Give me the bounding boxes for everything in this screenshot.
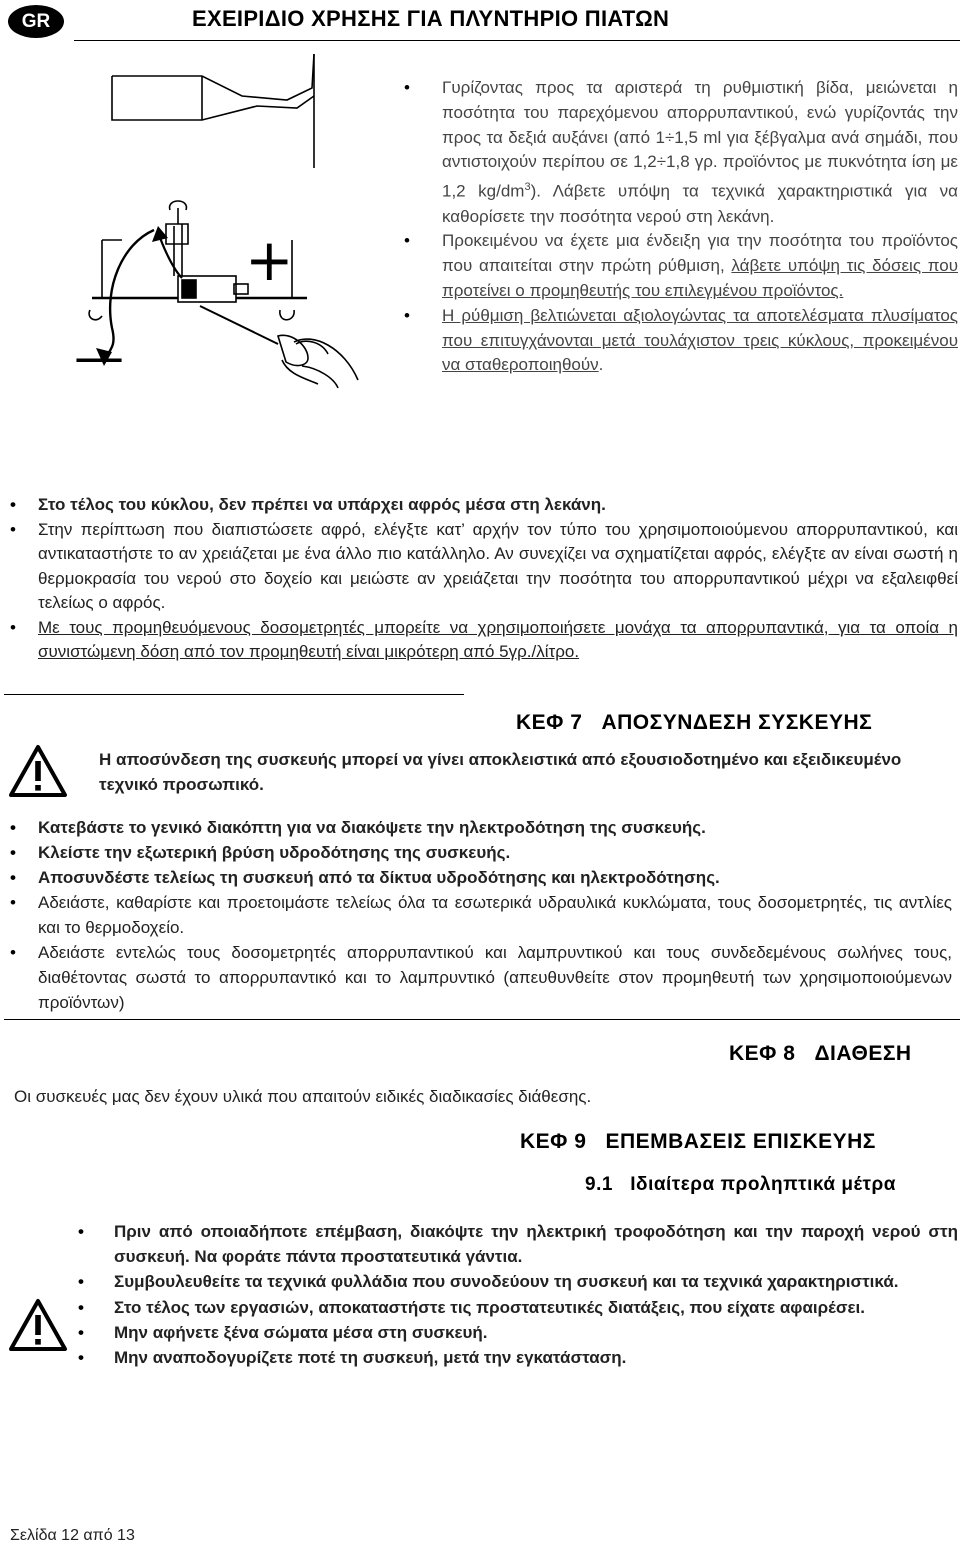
list-item: • Αποσυνδέστε τελείως τη συσκευή από τα δίκτυα υδροδότησης και ηλεκτροδότησης. bbox=[10, 865, 952, 890]
language-code: GR bbox=[21, 10, 51, 32]
disconnection-steps-list bbox=[10, 815, 952, 1015]
chapter-title: ΑΠΟΣΥΝΔΕΣΗ ΣΥΣΚΕΥΗΣ bbox=[601, 711, 873, 734]
list-item: • Μην αφήνετε ξένα σώματα μέσα στη συσκευή. bbox=[78, 1320, 958, 1345]
superscript: 3 bbox=[524, 181, 531, 194]
title-divider bbox=[74, 40, 960, 41]
disconnection-warning: Η αποσύνδεση της συσκευής μπορεί να γίνει αποκλειστικά από εξουσιοδοτημένο και εξειδικευμένο τεχνικό προσωπικό. bbox=[99, 750, 902, 794]
chapter-title: ΔΙΑΘΕΣΗ bbox=[814, 1042, 912, 1065]
section-number: 9.1 bbox=[585, 1174, 613, 1195]
section-9-1-heading bbox=[585, 1174, 896, 1196]
section-divider bbox=[4, 1019, 960, 1020]
chapter-number: ΚΕΦ 8 bbox=[729, 1042, 796, 1065]
adjustment-text-part1: Γυρίζοντας προς τα αριστερά τη ρυθμιστική βίδα, μειώνεται η ποσότητα του παρεχόμενου απορρυπαντικού, ενώ γυρίζοντάς την προς τα δεξιά αυξάνει (από 1÷1,5 ml για ξέβγαλμα ανά σημάδι, που αντιστοιχούν περίπου σε 1,2÷1,8 γρ. προϊόντος με πυκνότητα ίση με 1,2 kg/dm bbox=[442, 78, 958, 201]
dosing-adjustment-illustration bbox=[74, 48, 402, 388]
adjustment-text-part2: ). Λάβετε υπόψη τα τεχνικά χαρακτηριστικά για να καθορίσετε την ποσότητα νερού στη λεκάνη. bbox=[442, 181, 959, 226]
minus-sign: — bbox=[74, 328, 124, 386]
dosage-text: Προκειμένου να έχετε μια ένδειξη για την ποσότητα του προϊόντος που απαιτείται στην πρώτη ρύθμιση, bbox=[442, 231, 958, 276]
list-item: • Μην αναποδογυρίζετε ποτέ τη συσκευή, μετά την εγκατάσταση. bbox=[78, 1345, 958, 1370]
maintenance-precautions-list bbox=[78, 1219, 958, 1370]
plus-sign: + bbox=[245, 226, 294, 294]
foam-notes-list bbox=[10, 493, 958, 665]
language-badge bbox=[8, 5, 64, 38]
list-item: • Στο τέλος των εργασιών, αποκαταστήστε τις προστατευτικές διατάξεις, που είχατε αφαιρέσει. bbox=[78, 1295, 958, 1320]
chapter-title: ΕΠΕΜΒΑΣΕΙΣ ΕΠΙΣΚΕΥΗΣ bbox=[605, 1130, 876, 1153]
chapter-9-heading bbox=[520, 1130, 876, 1154]
page-title: ΕΧΕΙΡΙΔΙΟ ΧΡΗΣΗΣ ΓΙΑ ΠΛΥΝΤΗΡΙΟ ΠΙΑΤΩΝ bbox=[192, 6, 670, 31]
list-item bbox=[404, 304, 958, 378]
period: . bbox=[598, 355, 604, 375]
list-item: • Με τους προμηθευόμενους δοσομετρητές μπορείτε να χρησιμοποιήσετε μονάχα τα απορρυπαντικά, για τα οποία η συνιστώμενη δόση από τον προμηθευτή είναι μικρότερη από 5γρ./λίτρο. bbox=[10, 616, 958, 665]
disposal-text: Οι συσκευές μας δεν έχουν υλικά που απαιτούν ειδικές διαδικασίες διάθεσης. bbox=[14, 1087, 592, 1106]
list-item: • Στο τέλος του κύκλου, δεν πρέπει να υπάρχει αφρός μέσα στη λεκάνη. bbox=[10, 493, 958, 518]
list-item bbox=[404, 76, 958, 229]
list-item: • Συμβουλευθείτε τα τεχνικά φυλλάδια που συνοδεύουν τη συσκευή και τα τεχνικά χαρακτηριστικά. bbox=[78, 1269, 958, 1294]
list-item: • Στην περίπτωση που διαπιστώσετε αφρό, ελέγξτε κατ’ αρχήν τον τύπο του χρησιμοποιούμενου απορρυπαντικού, και αντικαταστήστε το αν χρειάζεται με ένα άλλο πιο κατάλληλο. Αν συνεχίζει να σχηματίζεται αφρός, ελέγξτε αν είναι σωστή η θερμοκρασία του νερού στο δοχείο και μειώστε αν χρειάζεται την ποσότητα του απορρυπαντικού μέχρι να εξαλειφθεί τελείως ο αφρός. bbox=[10, 518, 958, 616]
list-item: • Κατεβάστε το γενικό διακόπτη για να διακόψετε την ηλεκτροδότηση της συσκευής. bbox=[10, 815, 952, 840]
list-item: • Αδειάστε, καθαρίστε και προετοιμάστε τελείως όλα τα εσωτερικά υδραυλικά κυκλώματα, τους δοσομετρητές, τις αντλίες και το θερμοδοχείο. bbox=[10, 890, 952, 940]
chapter-7-heading bbox=[516, 711, 872, 735]
chapter-number: ΚΕΦ 9 bbox=[520, 1130, 587, 1153]
page-number: Σελίδα 12 από 13 bbox=[10, 1527, 135, 1544]
list-item: • Κλείστε την εξωτερική βρύση υδροδότησης της συσκευής. bbox=[10, 840, 952, 865]
warning-icon bbox=[8, 1298, 68, 1352]
adjustment-improvement-text: Η ρύθμιση βελτιώνεται αξιολογώντας τα αποτελέσματα πλυσίματος που επιτυγχάνονται μετά τουλάχιστον τρεις κύκλους, προκειμένου να σταθεροποιηθούν bbox=[442, 305, 958, 375]
detergent-adjustment-list bbox=[404, 76, 958, 378]
chapter-number: ΚΕΦ 7 bbox=[516, 711, 583, 734]
section-divider bbox=[4, 694, 464, 695]
warning-icon bbox=[8, 744, 68, 798]
list-item: • Αδειάστε εντελώς τους δοσομετρητές απορρυπαντικού και λαμπρυντικού και τους συνδεδεμένους σωλήνες τους, διαθέτοντας σωστά το απορρυπαντικό και το λαμπρυντικό (απευθυνθείτε στον προμηθευτή των χρησιμοποιούμενων προϊόντων) bbox=[10, 940, 952, 1015]
list-item: • Πριν από οποιαδήποτε επέμβαση, διακόψτε την ηλεκτρική τροφοδότηση και την παροχή νερού στη συσκευή. Να φοράτε πάντα προστατευτικά γάντια. bbox=[78, 1219, 958, 1269]
dosage-text-underlined: λάβετε υπόψη τις δόσεις που προτείνει ο προμηθευτής του επιλεγμένου προϊόντος. bbox=[442, 256, 958, 301]
list-item bbox=[404, 229, 958, 303]
chapter-8-heading bbox=[729, 1042, 912, 1066]
section-title: Ιδιαίτερα προληπτικά μέτρα bbox=[630, 1174, 896, 1195]
